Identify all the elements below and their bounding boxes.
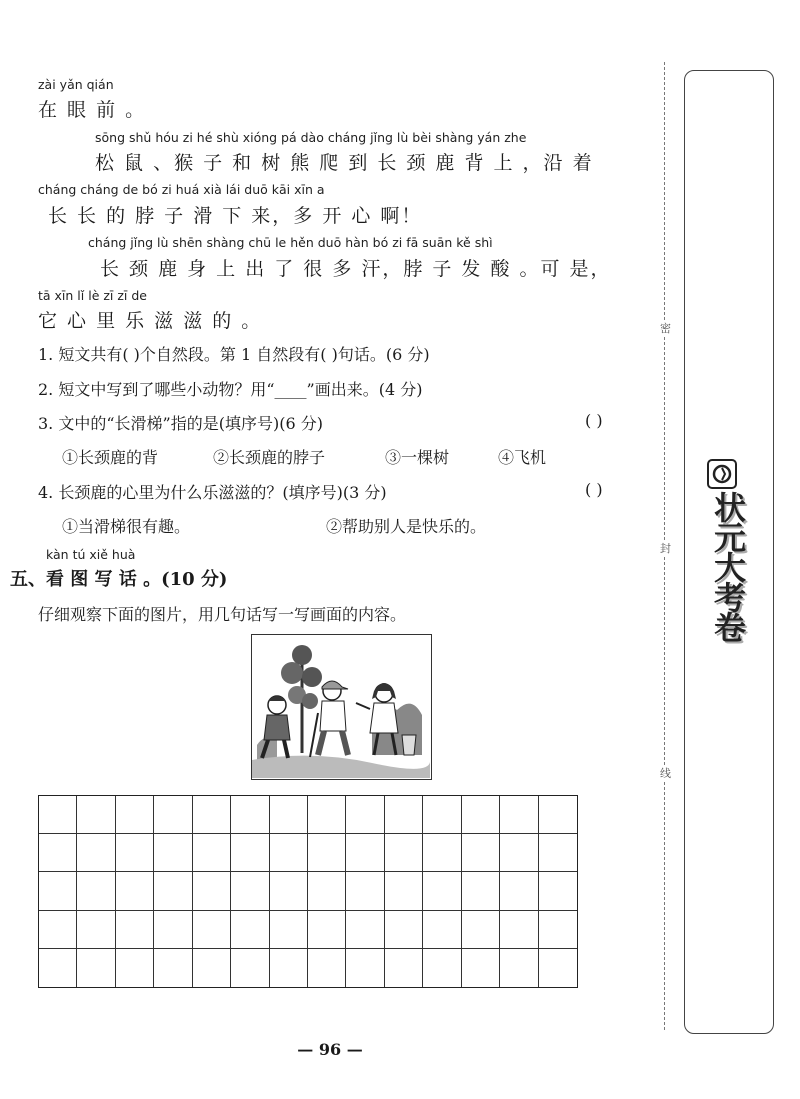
grid-cell[interactable] [308,834,346,872]
grid-cell[interactable] [423,949,461,987]
grid-cell[interactable] [423,796,461,834]
page-number: — 96 — [297,1040,363,1059]
question-2: 2. 短文中写到了哪些小动物？用“____”画出来。(4 分) [38,380,423,399]
grid-cell[interactable] [462,796,500,834]
pinyin-line-5: tā xīn lǐ lè zī zī de [38,288,147,303]
grid-cell[interactable] [154,834,192,872]
grid-cell[interactable] [193,834,231,872]
grid-cell[interactable] [346,911,384,949]
answer-paren-4[interactable]: ( ) [585,480,603,499]
grid-cell[interactable] [77,796,115,834]
grid-cell[interactable] [270,872,308,910]
text-line-5: 它 心 里 乐 滋 滋 的 。 [38,310,263,332]
text-line-2: 松 鼠 、猴 子 和 树 熊 爬 到 长 颈 鹿 背 上 ，沿 着 [95,152,594,174]
grid-cell[interactable] [500,834,538,872]
option-3-2: ②长颈鹿的脖子 [213,448,326,467]
grid-cell[interactable] [539,872,577,910]
grid-cell[interactable] [539,796,577,834]
grid-cell[interactable] [423,911,461,949]
grid-cell[interactable] [308,949,346,987]
tree-planting-illustration [251,634,432,780]
grid-cell[interactable] [270,911,308,949]
grid-cell[interactable] [539,834,577,872]
grid-cell[interactable] [116,949,154,987]
grid-cell[interactable] [154,911,192,949]
brand-logo-text: 状元大考卷 [709,491,747,641]
grid-cell[interactable] [385,911,423,949]
question-4: 4. 长颈鹿的心里为什么乐滋滋的？(填序号)(3 分) [38,483,387,502]
grid-cell[interactable] [39,911,77,949]
grid-cell[interactable] [154,796,192,834]
grid-cell[interactable] [423,872,461,910]
grid-cell[interactable] [385,796,423,834]
section5-instruction: 仔细观察下面的图片，用几句话写一写画面的内容。 [38,605,407,624]
section5-title: 五、看 图 写 话 。(10 分) [10,569,228,590]
grid-cell[interactable] [500,949,538,987]
grid-cell[interactable] [539,949,577,987]
binding-mark-bottom: 线 [660,767,671,780]
text-line-4: 长 颈 鹿 身 上 出 了 很 多 汗，脖 子 发 酸 。可 是， [100,258,612,280]
grid-cell[interactable] [231,796,269,834]
grid-cell[interactable] [231,872,269,910]
grid-cell[interactable] [154,872,192,910]
grid-cell[interactable] [462,949,500,987]
binding-mark-top: 密 [660,322,671,335]
question-3: 3. 文中的“长滑梯”指的是(填序号)(6 分) [38,414,323,433]
grid-cell[interactable] [39,872,77,910]
pinyin-line-1: zài yǎn qián [38,77,114,92]
option-3-1: ①长颈鹿的背 [62,448,159,467]
answer-paren-3[interactable]: ( ) [585,411,603,430]
grid-cell[interactable] [500,911,538,949]
grid-cell[interactable] [385,834,423,872]
grid-cell[interactable] [39,949,77,987]
grid-cell[interactable] [346,834,384,872]
grid-cell[interactable] [539,911,577,949]
grid-cell[interactable] [423,834,461,872]
option-4-1: ①当滑梯很有趣。 [62,517,191,536]
writing-grid[interactable] [38,795,578,988]
grid-cell[interactable] [308,872,346,910]
grid-cell[interactable] [346,949,384,987]
pinyin-line-4: cháng jǐng lù shēn shàng chū le hěn duō hàn bó zi fā suān kě shì [88,235,493,250]
binding-mark-middle: 封 [660,542,671,555]
grid-cell[interactable] [116,872,154,910]
grid-cell[interactable] [116,834,154,872]
brand-logo-icon [707,459,737,489]
grid-cell[interactable] [154,949,192,987]
grid-cell[interactable] [77,834,115,872]
grid-cell[interactable] [193,911,231,949]
grid-cell[interactable] [193,796,231,834]
grid-cell[interactable] [462,911,500,949]
grid-cell[interactable] [385,872,423,910]
grid-cell[interactable] [116,911,154,949]
grid-cell[interactable] [77,872,115,910]
grid-cell[interactable] [193,949,231,987]
question-1: 1. 短文共有( )个自然段。第 1 自然段有( )句话。(6 分) [38,345,430,364]
grid-cell[interactable] [270,796,308,834]
grid-cell[interactable] [308,911,346,949]
sidebar-panel [684,70,774,1034]
grid-cell[interactable] [77,949,115,987]
grid-cell[interactable] [193,872,231,910]
grid-cell[interactable] [308,796,346,834]
grid-cell[interactable] [39,796,77,834]
grid-cell[interactable] [270,949,308,987]
option-3-3: ③一棵树 [385,448,450,467]
grid-cell[interactable] [231,834,269,872]
grid-cell[interactable] [77,911,115,949]
grid-cell[interactable] [500,796,538,834]
grid-cell[interactable] [116,796,154,834]
grid-cell[interactable] [462,834,500,872]
grid-cell[interactable] [346,872,384,910]
grid-cell[interactable] [462,872,500,910]
grid-cell[interactable] [231,949,269,987]
grid-cell[interactable] [385,949,423,987]
section5-pinyin: kàn tú xiě huà [46,547,136,562]
grid-cell[interactable] [39,834,77,872]
text-line-3: 长 长 的 脖 子 滑 下 来，多 开 心 啊！ [48,205,423,227]
text-line-1: 在 眼 前 。 [38,99,147,121]
pinyin-line-2: sōng shǔ hóu zi hé shù xióng pá dào cháng jǐng lù bèi shàng yán zhe [95,130,527,145]
option-3-4: ④飞机 [498,448,547,467]
option-4-2: ②帮助别人是快乐的。 [326,517,487,536]
pinyin-line-3: cháng cháng de bó zi huá xià lái duō kāi xīn a [38,182,325,197]
grid-cell[interactable] [231,911,269,949]
grid-cell[interactable] [270,834,308,872]
grid-cell[interactable] [500,872,538,910]
grid-cell[interactable] [346,796,384,834]
